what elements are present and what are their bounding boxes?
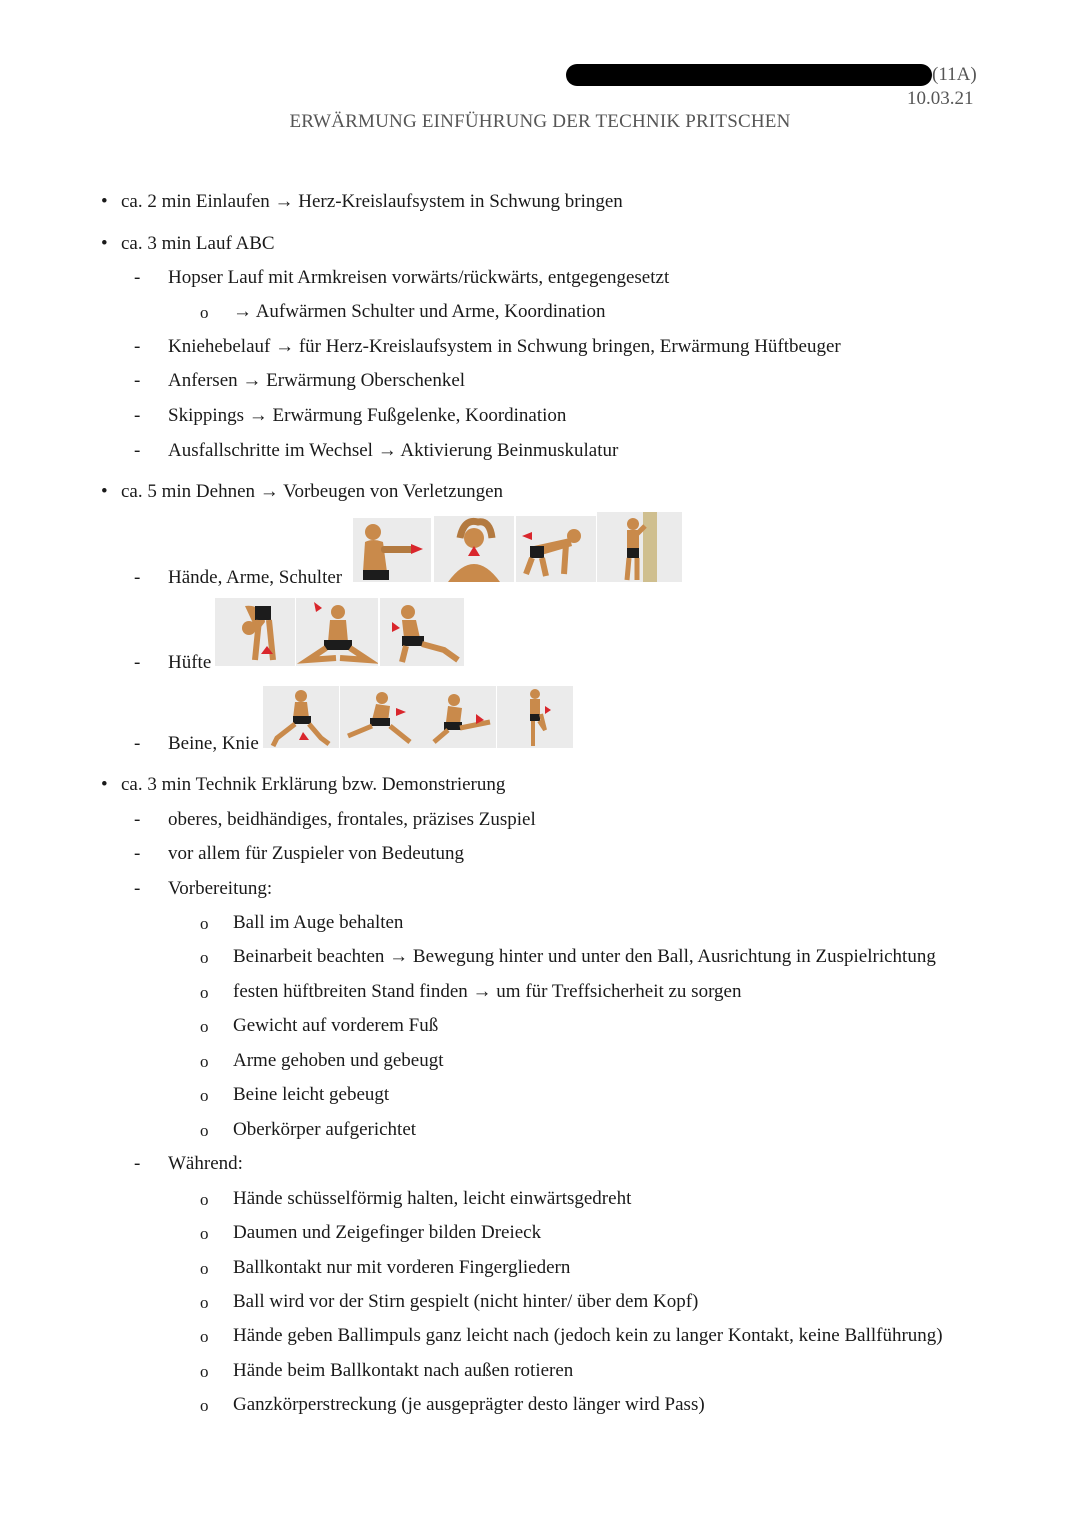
during-label: Während: xyxy=(168,1153,243,1174)
stretch-image-shoulder xyxy=(434,516,514,582)
circle-marker: o xyxy=(200,1017,209,1036)
list-item: Arme gehoben und gebeugt xyxy=(233,1050,444,1071)
list-item: Ball im Auge behalten xyxy=(233,912,404,933)
section-warmup-run: ca. 2 min Einlaufen → Herz-Kreislaufsystem in Schwung bringen xyxy=(121,191,623,212)
circle-marker: o xyxy=(200,1362,209,1381)
circle-marker: o xyxy=(200,1396,209,1415)
stretch-image-wall xyxy=(597,512,682,582)
section-stretching-title: ca. 5 min Dehnen → Vorbeugen von Verletzungen xyxy=(121,481,504,502)
dash-marker: - xyxy=(134,843,141,864)
list-item: Skippings → Erwärmung Fußgelenke, Koordination xyxy=(168,405,567,426)
circle-marker: o xyxy=(200,914,209,933)
list-item: Ganzkörperstreckung (je ausgeprägter desto länger wird Pass) xyxy=(233,1394,705,1415)
circle-marker: o xyxy=(200,1259,209,1278)
list-item: festen hüftbreiten Stand finden → um für Treffsicherheit zu sorgen xyxy=(233,981,742,1002)
list-item: oberes, beidhändiges, frontales, präzises Zuspiel xyxy=(168,809,536,830)
stretch-image-kneeling xyxy=(516,516,596,582)
stretch-image-hurdler xyxy=(418,686,496,748)
dash-marker: - xyxy=(134,652,141,673)
list-item: Ausfallschritte im Wechsel → Aktivierung Beinmuskulatur xyxy=(168,440,619,461)
stretch-group-arms: Hände, Arme, Schulter xyxy=(168,567,343,588)
stretch-image-side-lunge xyxy=(263,686,339,748)
list-item: Oberkörper aufgerichtet xyxy=(233,1119,417,1140)
circle-marker: o xyxy=(200,1121,209,1140)
dash-marker: - xyxy=(134,405,141,426)
bullet-marker: • xyxy=(101,191,108,212)
bullet-marker: • xyxy=(101,481,108,502)
list-item: Daumen und Zeigefinger bilden Dreieck xyxy=(233,1222,542,1243)
dash-marker: - xyxy=(134,267,141,288)
list-item: Kniehebelauf → für Herz-Kreislaufsystem in Schwung bringen, Erwärmung Hüftbeuger xyxy=(168,336,841,357)
dash-marker: - xyxy=(134,440,141,461)
dash-marker: - xyxy=(134,336,141,357)
list-item: Hände beim Ballkontakt nach außen rotieren xyxy=(233,1360,574,1381)
redacted-name xyxy=(566,64,932,86)
list-item: → Aufwärmen Schulter und Arme, Koordination xyxy=(233,301,606,322)
list-item: Anfersen → Erwärmung Oberschenkel xyxy=(168,370,466,391)
list-item: Ball wird vor der Stirn gespielt (nicht hinter/ über dem Kopf) xyxy=(233,1291,699,1312)
list-item: vor allem für Zuspieler von Bedeutung xyxy=(168,843,465,864)
list-item: Beine leicht gebeugt xyxy=(233,1084,390,1105)
stretch-image-arms-forward xyxy=(353,518,431,582)
circle-marker: o xyxy=(200,1224,209,1243)
dash-marker: - xyxy=(134,370,141,391)
class-label: (11A) xyxy=(932,64,977,85)
bullet-marker: • xyxy=(101,774,108,795)
dash-marker: - xyxy=(134,878,141,899)
circle-marker: o xyxy=(200,1086,209,1105)
circle-marker: o xyxy=(200,1052,209,1071)
list-item: Hopser Lauf mit Armkreisen vorwärts/rückwärts, entgegengesetzt xyxy=(168,267,670,288)
document-date: 10.03.21 xyxy=(907,88,974,109)
stretch-group-hip: Hüfte xyxy=(168,652,212,673)
circle-marker: o xyxy=(200,983,209,1002)
section-technique-title: ca. 3 min Technik Erklärung bzw. Demonstrierung xyxy=(121,774,506,795)
list-item: Hände geben Ballimpuls ganz leicht nach (jedoch kein zu langer Kontakt, keine Ballführung) xyxy=(233,1325,943,1346)
stretch-image-leg-stretch xyxy=(340,686,418,748)
list-item: Hände schüsselförmig halten, leicht einwärtsgedreht xyxy=(233,1188,632,1209)
dash-marker: - xyxy=(134,567,141,588)
dash-marker: - xyxy=(134,1153,141,1174)
stretch-image-butterfly xyxy=(296,598,378,666)
preparation-label: Vorbereitung: xyxy=(168,878,273,899)
dash-marker: - xyxy=(134,809,141,830)
dash-marker: - xyxy=(134,733,141,754)
circle-marker: o xyxy=(200,1293,209,1312)
stretch-group-legs: Beine, Knie xyxy=(168,733,259,754)
circle-marker: o xyxy=(200,948,209,967)
section-run-abc-title: ca. 3 min Lauf ABC xyxy=(121,233,275,254)
stretch-image-hip-lunge xyxy=(380,598,464,666)
stretch-image-quad xyxy=(497,686,573,748)
circle-marker: o xyxy=(200,1327,209,1346)
bullet-marker: • xyxy=(101,233,108,254)
list-item: Beinarbeit beachten → Bewegung hinter und unter den Ball, Ausrichtung in Zuspielrichtung xyxy=(233,946,936,967)
circle-marker: o xyxy=(200,303,209,322)
list-item: Gewicht auf vorderem Fuß xyxy=(233,1015,439,1036)
document-title: ERWÄRMUNG EINFÜHRUNG DER TECHNIK PRITSCHEN xyxy=(289,111,791,132)
circle-marker: o xyxy=(200,1190,209,1209)
list-item: Ballkontakt nur mit vorderen Fingergliedern xyxy=(233,1257,571,1278)
stretch-image-forward-bend xyxy=(215,598,295,666)
